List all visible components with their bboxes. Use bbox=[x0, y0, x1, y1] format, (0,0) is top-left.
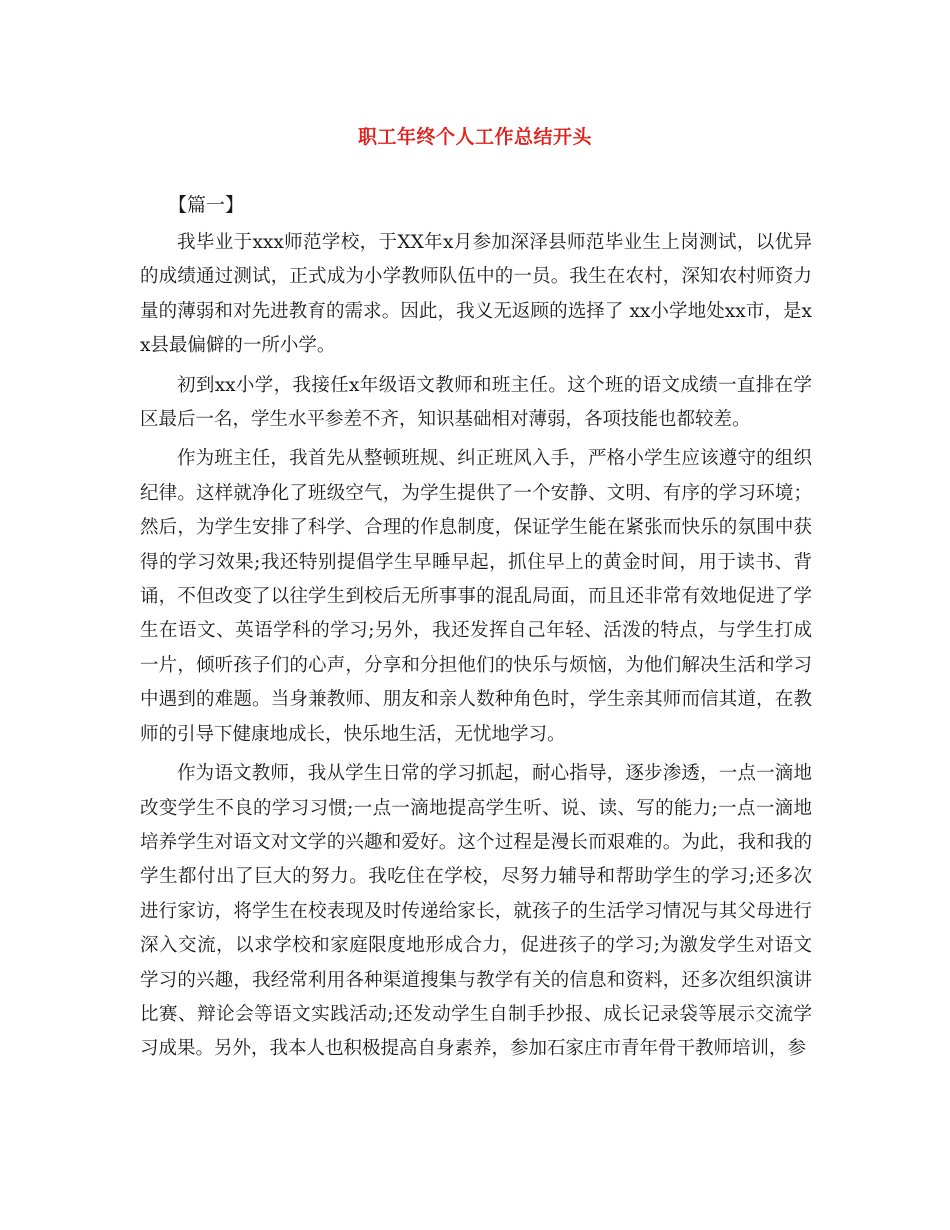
document-body bbox=[140, 226, 812, 1072]
paragraph: 我毕业于xxx师范学校，于XX年x月参加深泽县师范毕业生上岗测试，以优异的成绩通过测试，正式成为小学教师队伍中的一员。我生在农村，深知农村师资力量的薄弱和对先进教育的需求。因此，我义无返顾的选择了 xx小学地处xx市，是xx县最偏僻的一所小学。 bbox=[140, 232, 812, 357]
section-label: 【篇一】 bbox=[168, 194, 245, 216]
paragraph: 作为语文教师，我从学生日常的学习抓起，耐心指导，逐步渗透，一点一滴地改变学生不良的学习习惯;一点一滴地提高学生听、说、读、写的能力;一点一滴地培养学生对语文对文学的兴趣和爱好。这个过程是漫长而艰难的。为此，我和我的学生都付出了巨大的努力。我吃住在学校，尽努力辅导和帮助学生的学习;还多次进行家访，将学生在校表现及时传递给家长，就孩子的生活学习情况与其父母进行深入交流，以求学校和家庭限度地形成合力，促进孩子的学习;为激发学生对语文学习的兴趣，我经常利用各种渠道搜集与教学有关的信息和资料，还多次组织演讲比赛、辩论会等语文实践活动;还发动学生自制手抄报、成长记录袋等展示交流学习成果。另外，我本人也积极提高自身素养，参加石家庄市青年骨干教师培训，参 bbox=[140, 763, 812, 1060]
document-title: 职工年终个人工作总结开头 bbox=[357, 126, 592, 148]
paragraph: 初到xx小学，我接任x年级语文教师和班主任。这个班的语文成绩一直排在学区最后一名，学生水平参差不齐，知识基础相对薄弱，各项技能也都较差。 bbox=[140, 374, 812, 431]
paragraph: 作为班主任，我首先从整顿班规、纠正班风入手，严格小学生应该遵守的组织纪律。这样就净化了班级空气，为学生提供了一个安静、文明、有序的学习环境；然后，为学生安排了科学、合理的作息制度，保证学生能在紧张而快乐的氛围中获得的学习效果;我还特别提倡学生早睡早起，抓住早上的黄金时间，用于读书、背诵，不但改变了以往学生到校后无所事事的混乱局面，而且还非常有效地促进了学生在语文、英语学科的学习;另外，我还发挥自己年轻、活泼的特点，与学生打成一片，倾听孩子们的心声，分享和分担他们的快乐与烦恼，为他们解决生活和学习中遇到的难题。当身兼教师、朋友和亲人数种角色时，学生亲其师而信其道，在教师的引导下健康地成长，快乐地生活，无忧地学习。 bbox=[140, 448, 812, 745]
